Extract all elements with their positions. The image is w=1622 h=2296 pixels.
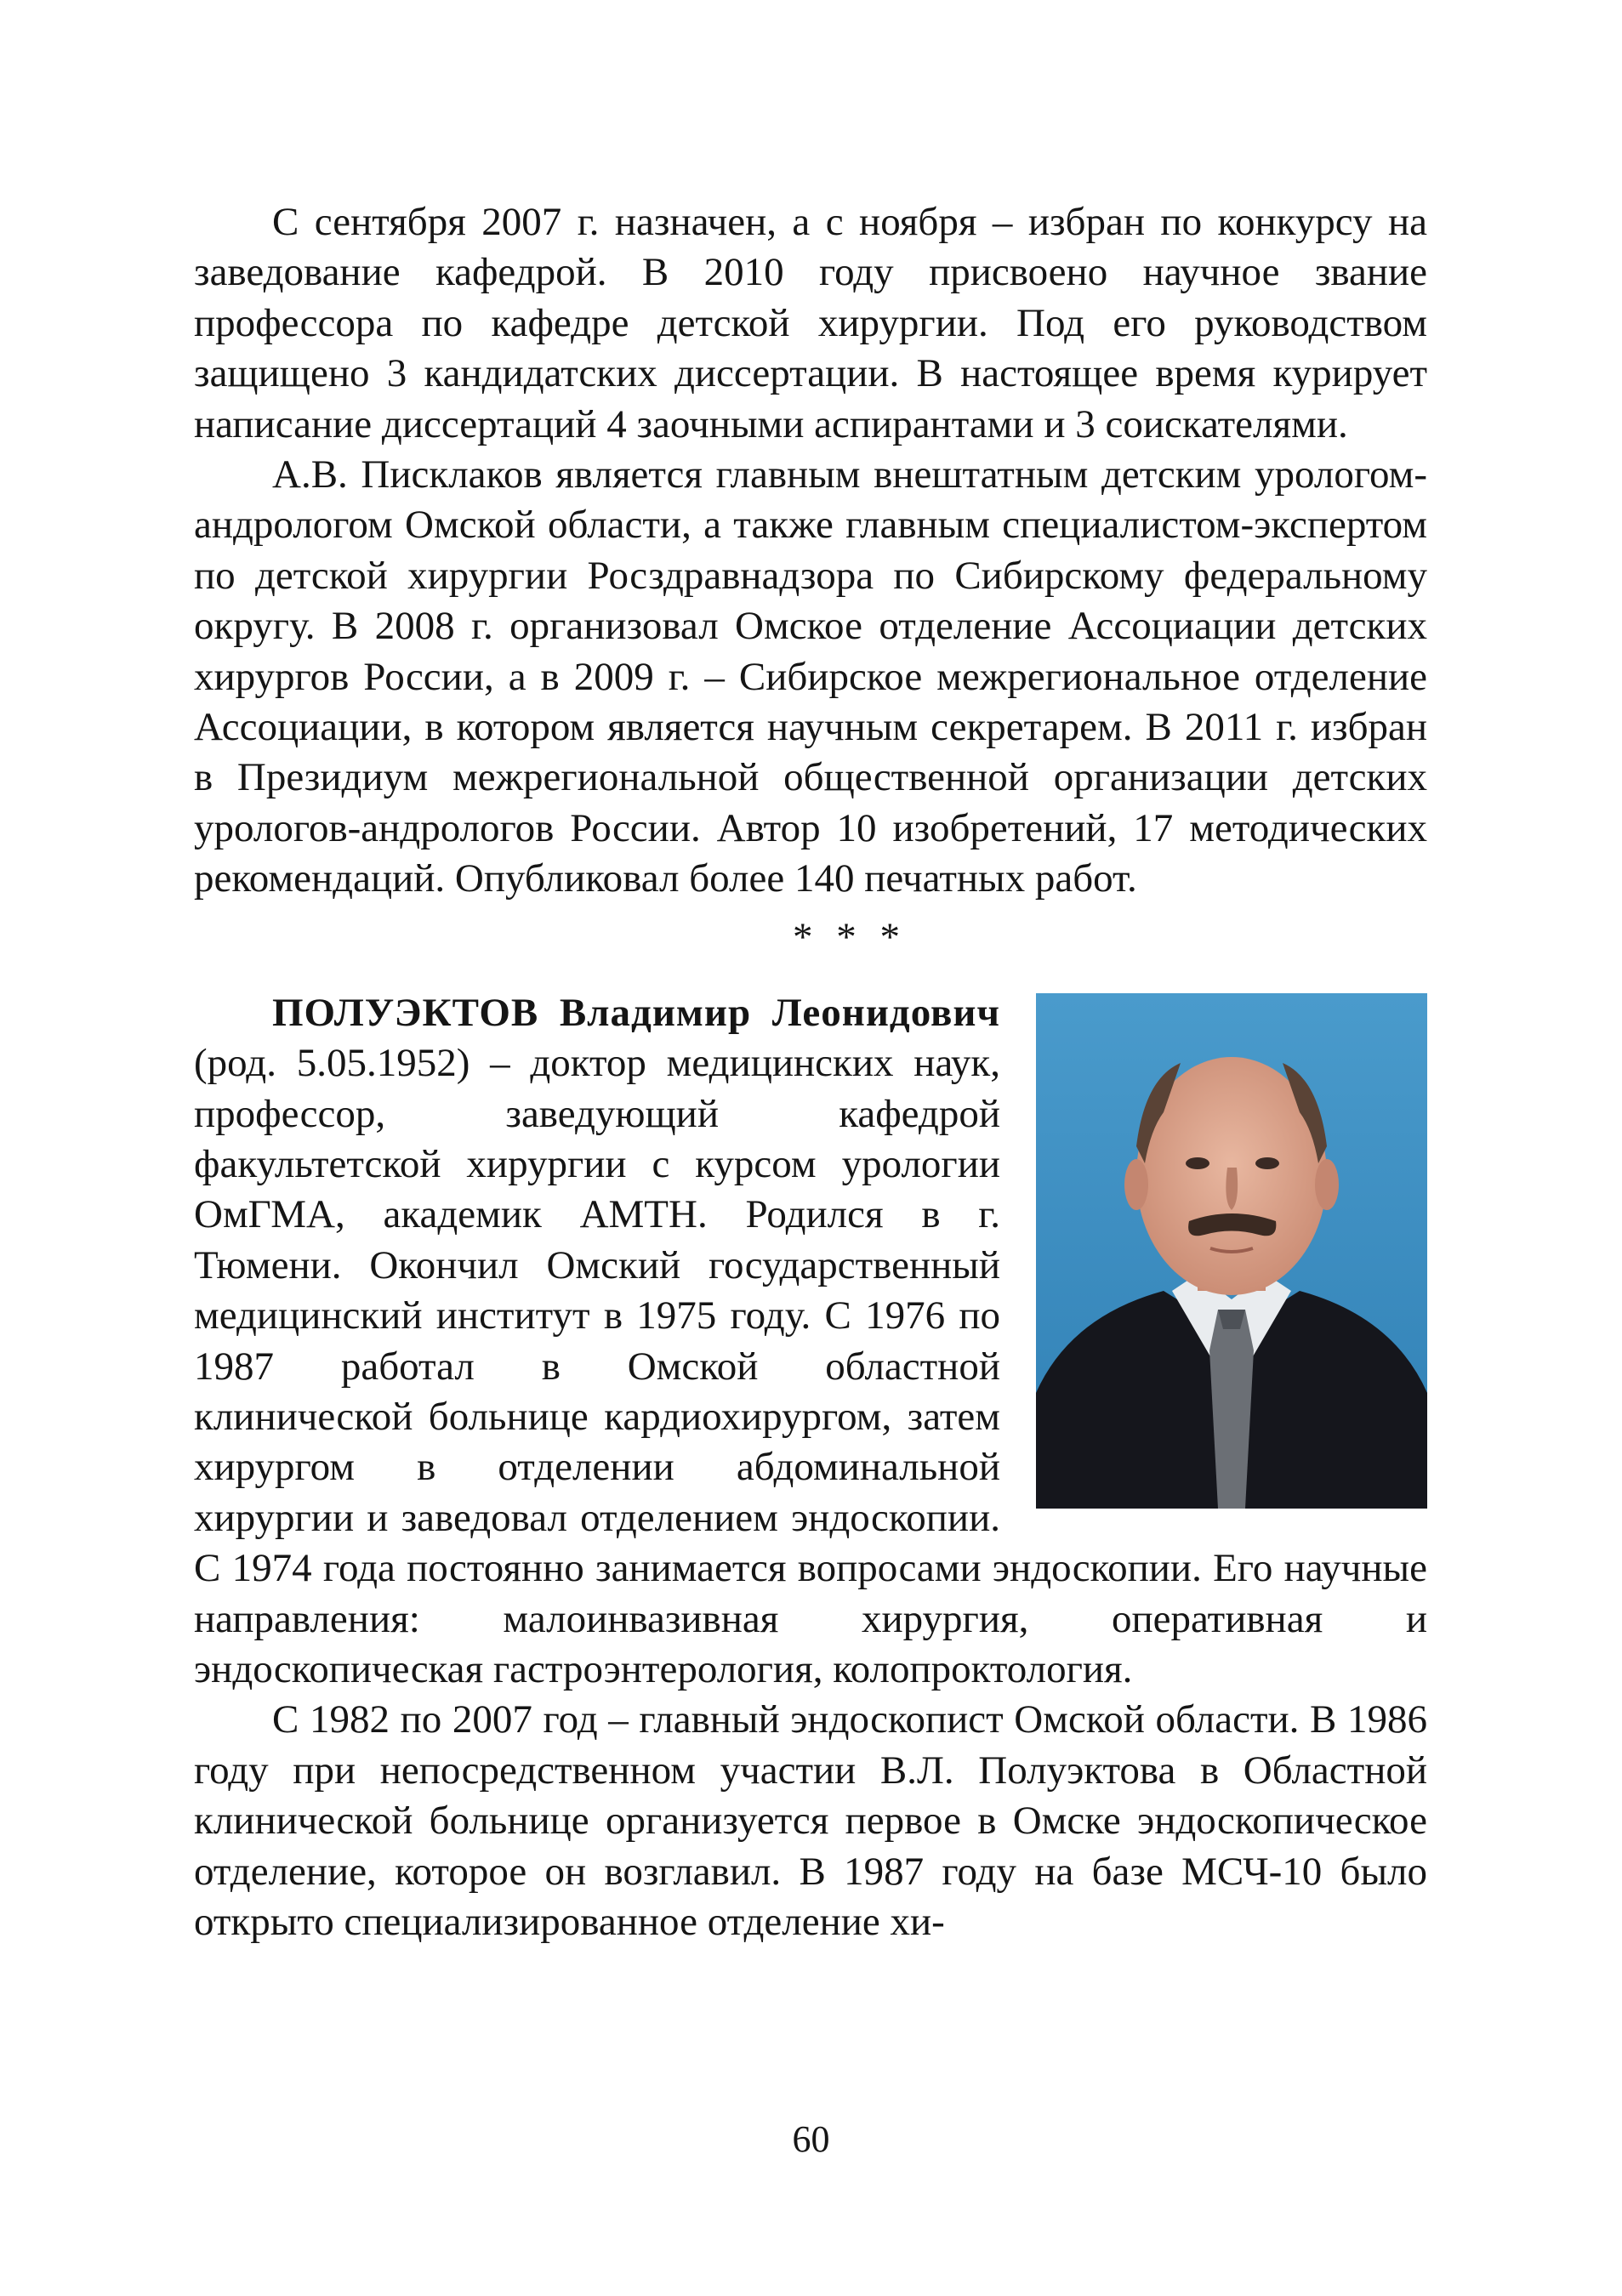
page-number: 60 xyxy=(792,2118,830,2160)
paragraph-pisklakov: А.В. Писклаков является главным внештатным детским урологом-андрологом Омской области, а также главным специалистом-экспертом по детской хирургии Росздравнадзора по Сибирскому федеральному округу. В 2008 г. организовал Омское отделение Ассоциации детских хирургов России, а в 2009 г. – Сибирское межрегиональное отделение Ассоциации, в котором является научным секретарем. В 2011 г. избран в Президиум межрегиональной общественной организации детских урологов-андрологов России. Автор 10 изобретений, 17 методических рекомендаций. Опубликовал более 140 печатных работ. xyxy=(194,452,1427,901)
person-name: ПОЛУЭКТОВ Владимир Леонидович xyxy=(272,990,1000,1035)
biography-text: (род. 5.05.1952) – доктор медицинских наук, профессор, заведующий кафедрой факультетской хирургии с курсом урологии ОмГМА, академик АМТН. Родился в г. Тюмени. Окончил Омский государственный медицинский институт в 1975 году. С 1976 по 1987 работал в Омской областной клинической больнице кардиохирургом, затем хирургом в отделении абдоминальной хирургии и заведовал отделением эндоскопии. С 1974 года постоянно занимается вопросами эндоскопии. Его научные направления: малоинвазивная хирургия, оперативная и эндоскопическая гастроэнтерология, колопроктология. xyxy=(194,1041,1427,1691)
biography-paragraph-2: С 1982 по 2007 год – главный эндоскопист Омской области. В 1986 году при непосредственном участии В.Л. Полуэктова в Областной клинической больнице организуется первое в Омске эндоскопическое отделение, которое он возглавил. В 1987 году на базе МСЧ-10 было открыто специализированное отделение хи- xyxy=(194,1697,1427,1944)
section-separator: * * * xyxy=(793,914,907,959)
portrait-photo xyxy=(1036,993,1427,1509)
text-block xyxy=(194,197,1427,1947)
paragraph-dissertations: С сентября 2007 г. назначен, а с ноября – избран по конкурсу на заведование кафедрой. В 2010 году присвоено научное звание профессора по кафедре детской хирургии. Под его руководством защищено 3 кандидатских диссертации. В настоящее время курирует написание диссертаций 4 заочными аспирантами и 3 соискателями. xyxy=(194,200,1427,446)
biography-entry xyxy=(194,988,1427,1948)
portrait-image xyxy=(1036,993,1427,1509)
